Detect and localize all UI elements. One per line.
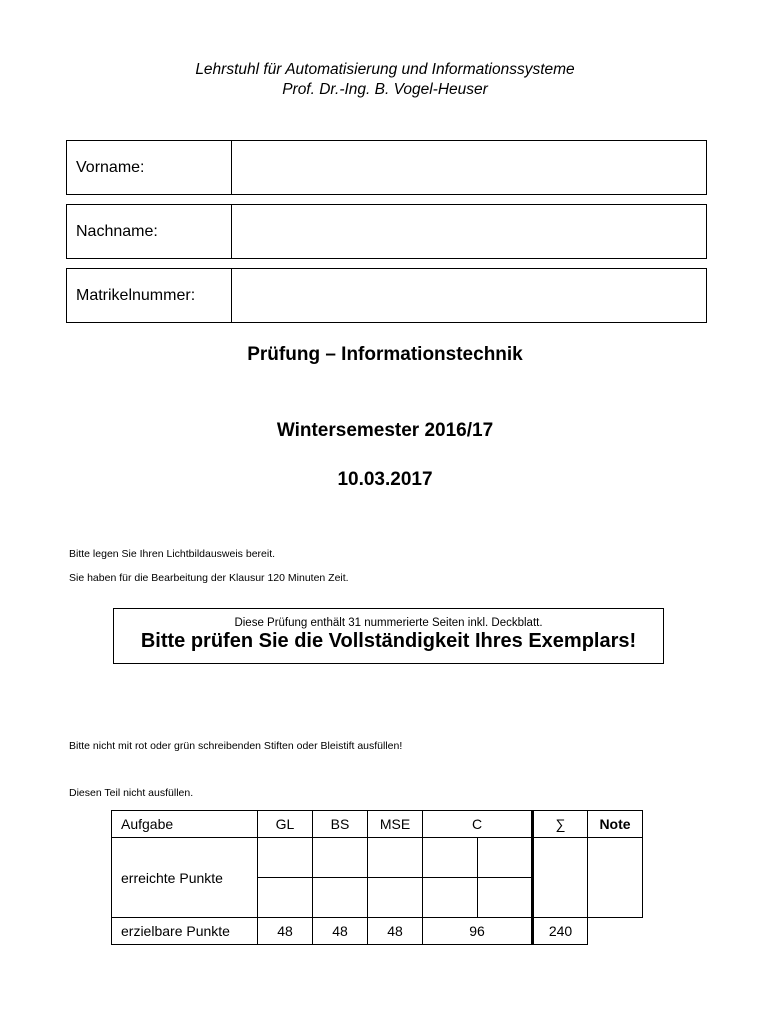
table-row	[112, 811, 643, 838]
professor-name: Prof. Dr.-Ing. B. Vogel-Heuser	[282, 81, 488, 98]
do-not-fill-note: Diesen Teil nicht ausfüllen.	[69, 787, 194, 799]
institute-name: Lehrstuhl für Automatisierung und Informationssysteme	[195, 61, 575, 78]
exam-date: 10.03.2017	[337, 469, 433, 490]
table-row	[112, 918, 643, 945]
column-sum: ∑	[533, 811, 588, 838]
gl-achieved-cell-1[interactable]	[258, 838, 313, 878]
column-mse: MSE	[368, 811, 423, 838]
first-name-label: Vorname:	[67, 141, 232, 194]
pen-note: Bitte nicht mit rot oder grün schreibenden Stiften oder Bleistift ausfüllen!	[69, 740, 403, 752]
task-header: Aufgabe	[112, 811, 258, 838]
achieved-points-label: erreichte Punkte	[112, 838, 258, 918]
matriculation-input-area[interactable]	[232, 269, 706, 322]
first-name-field	[66, 140, 707, 195]
max-points-label: erzielbare Punkte	[112, 918, 258, 945]
grading-table	[111, 810, 643, 945]
time-note: Sie haben für die Bearbeitung der Klausur 120 Minuten Zeit.	[69, 572, 349, 584]
empty-cell	[588, 918, 643, 945]
matriculation-label: Matrikelnummer:	[67, 269, 232, 322]
pages-note: Diese Prüfung enthält 31 nummerierte Seiten inkl. Deckblatt.	[234, 617, 543, 629]
c-achieved-cell-2a[interactable]	[423, 878, 478, 918]
bs-achieved-cell-2[interactable]	[313, 878, 368, 918]
column-grade: Note	[588, 811, 643, 838]
completeness-notice	[113, 608, 664, 664]
c-max-points: 96	[423, 918, 533, 945]
column-c: C	[423, 811, 533, 838]
sum-achieved-cell[interactable]	[533, 838, 588, 918]
gl-achieved-cell-2[interactable]	[258, 878, 313, 918]
grade-cell[interactable]	[588, 838, 643, 918]
mse-achieved-cell-1[interactable]	[368, 838, 423, 878]
exam-semester: Wintersemester 2016/17	[276, 420, 494, 441]
check-note: Bitte prüfen Sie die Vollständigkeit Ihres Exemplars!	[140, 630, 637, 652]
c-achieved-cell-2b[interactable]	[478, 878, 533, 918]
id-note: Bitte legen Sie Ihren Lichtbildausweis bereit.	[69, 548, 276, 560]
last-name-field	[66, 204, 707, 259]
mse-achieved-cell-2[interactable]	[368, 878, 423, 918]
c-achieved-cell-1a[interactable]	[423, 838, 478, 878]
last-name-label: Nachname:	[67, 205, 232, 258]
bs-achieved-cell-1[interactable]	[313, 838, 368, 878]
matriculation-field	[66, 268, 707, 323]
table-row	[112, 838, 643, 878]
mse-max-points: 48	[368, 918, 423, 945]
first-name-input-area[interactable]	[232, 141, 706, 194]
last-name-input-area[interactable]	[232, 205, 706, 258]
bs-max-points: 48	[313, 918, 368, 945]
total-max-points: 240	[533, 918, 588, 945]
c-achieved-cell-1b[interactable]	[478, 838, 533, 878]
column-gl: GL	[258, 811, 313, 838]
exam-title: Prüfung – Informationstechnik	[247, 344, 523, 365]
column-bs: BS	[313, 811, 368, 838]
gl-max-points: 48	[258, 918, 313, 945]
